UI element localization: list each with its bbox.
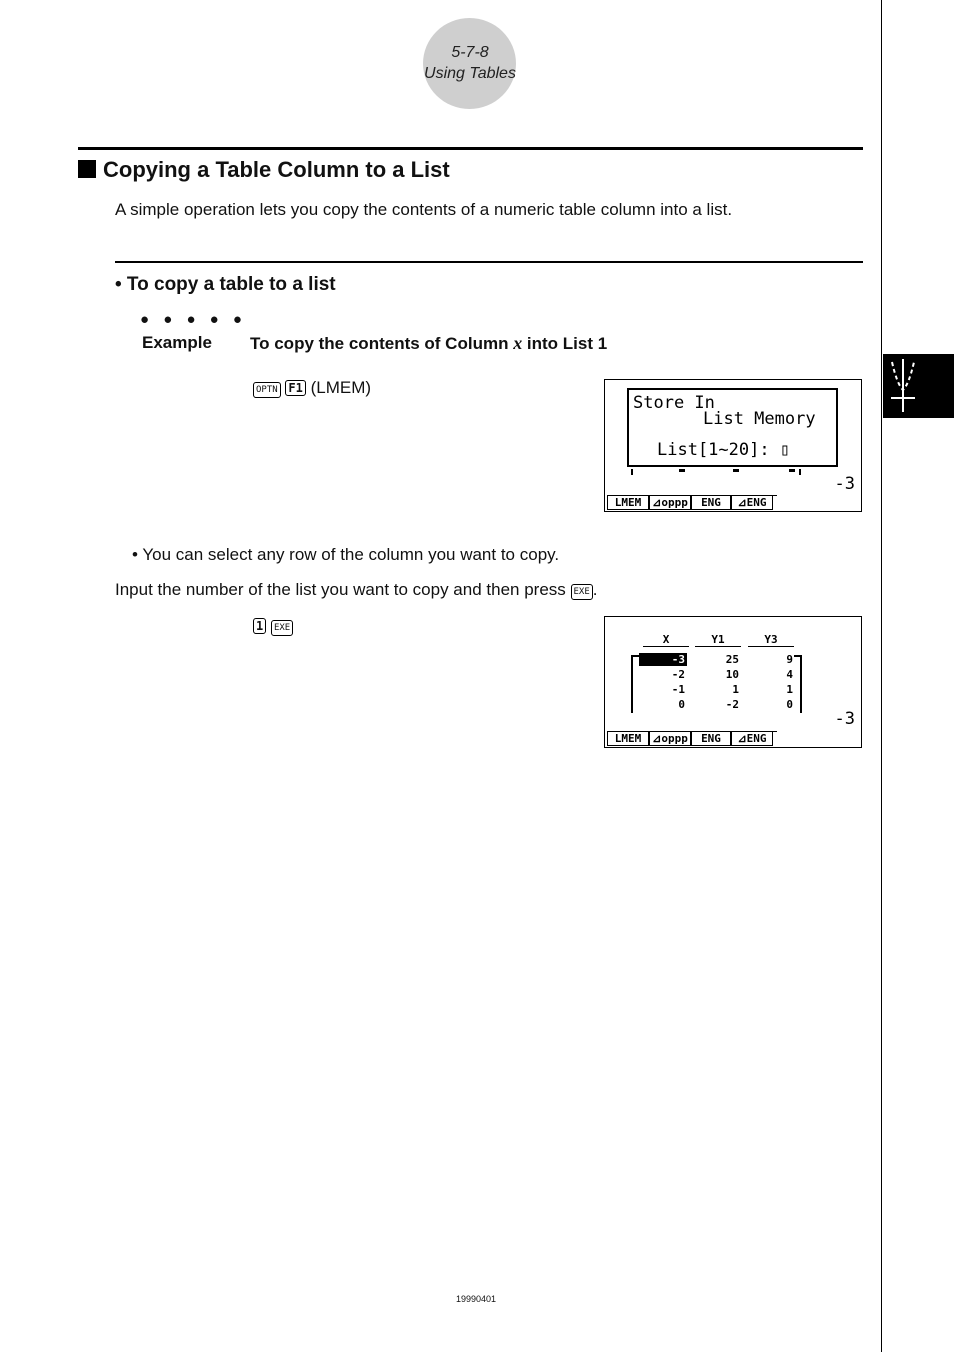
cell-y1-1: 25: [725, 653, 739, 666]
dialog-line-1: Store In: [633, 393, 715, 413]
menu-inverse-eng[interactable]: ⊿ENG: [731, 732, 773, 746]
cell-y1-2: 10: [725, 668, 739, 681]
cell-x-4: 0: [678, 698, 685, 711]
instruction-end: .: [592, 580, 598, 599]
cell-x-2: -2: [671, 668, 685, 681]
side-value: -3: [834, 474, 855, 494]
optn-key: OPTN: [253, 382, 281, 398]
menu-lmem[interactable]: LMEM: [607, 732, 649, 746]
section-marker: [78, 160, 96, 178]
side-value: -3: [834, 709, 855, 729]
chapter-title: Using Tables: [424, 65, 516, 82]
cell-x-3: -1: [671, 683, 685, 696]
function-menu: [607, 495, 777, 510]
dialog-line-3: List[1~20]: ▯: [657, 440, 791, 460]
dialog-line-2: List Memory: [703, 409, 816, 429]
cell-y3-1: 9: [786, 653, 793, 666]
one-key: 1: [253, 618, 266, 634]
exe-key-2: EXE: [271, 620, 293, 636]
graph-icon: [883, 354, 954, 418]
column-header-y3: Y3: [748, 633, 794, 647]
cell-y3-4: 0: [786, 698, 793, 711]
section-intro: A simple operation lets you copy the contents of a numeric table column into a list.: [115, 200, 733, 219]
margin-rule: [881, 0, 882, 1352]
example-description: [250, 333, 607, 354]
menu-inverse-eng[interactable]: ⊿ENG: [731, 496, 773, 510]
calculator-screen-2: [604, 616, 862, 748]
column-header-x: X: [643, 633, 689, 647]
row-note: • You can select any row of the column you want to copy.: [132, 545, 560, 564]
page-number: 5-7-8: [451, 44, 489, 61]
subsection-rule: [115, 261, 863, 263]
section-rule: [78, 147, 863, 150]
menu-eng[interactable]: ENG: [691, 496, 731, 510]
store-dialog: [627, 388, 838, 467]
section-title: Copying a Table Column to a List: [103, 157, 450, 182]
f1-key: F1: [285, 380, 305, 396]
table-fragment: [631, 469, 801, 475]
exe-key: EXE: [571, 584, 593, 600]
page-header: [400, 42, 540, 84]
step1-suffix: (LMEM): [310, 378, 372, 397]
table-left-border: [631, 655, 633, 713]
calculator-screen-1: [604, 379, 862, 512]
example-text-before: To copy the contents of Column: [250, 334, 514, 353]
step2-keys: [253, 616, 293, 636]
menu-lmem[interactable]: LMEM: [607, 496, 649, 510]
instruction: [115, 580, 598, 600]
example-dots: ● ● ● ● ●: [140, 311, 247, 328]
footer-code: 19990401: [455, 1294, 497, 1304]
menu-sub[interactable]: ⊿oppp: [649, 732, 691, 746]
menu-eng[interactable]: ENG: [691, 732, 731, 746]
menu-sub[interactable]: ⊿oppp: [649, 496, 691, 510]
cell-y1-4: -2: [725, 698, 739, 711]
instruction-text: Input the number of the list you want to copy and then press: [115, 580, 571, 599]
function-menu: [607, 731, 777, 746]
procedure-heading: • To copy a table to a list: [115, 274, 336, 295]
cell-x-1: -3: [671, 653, 685, 666]
example-text-after: into List 1: [522, 334, 608, 353]
example-variable: x: [513, 333, 523, 353]
column-header-y1: Y1: [695, 633, 741, 647]
cell-y3-3: 1: [786, 683, 793, 696]
table-right-border: [800, 655, 802, 713]
cell-y1-3: 1: [732, 683, 739, 696]
cell-y3-2: 4: [786, 668, 793, 681]
chapter-tab: [883, 354, 954, 418]
example-label: Example: [142, 333, 212, 352]
step1-keys: [253, 378, 371, 398]
